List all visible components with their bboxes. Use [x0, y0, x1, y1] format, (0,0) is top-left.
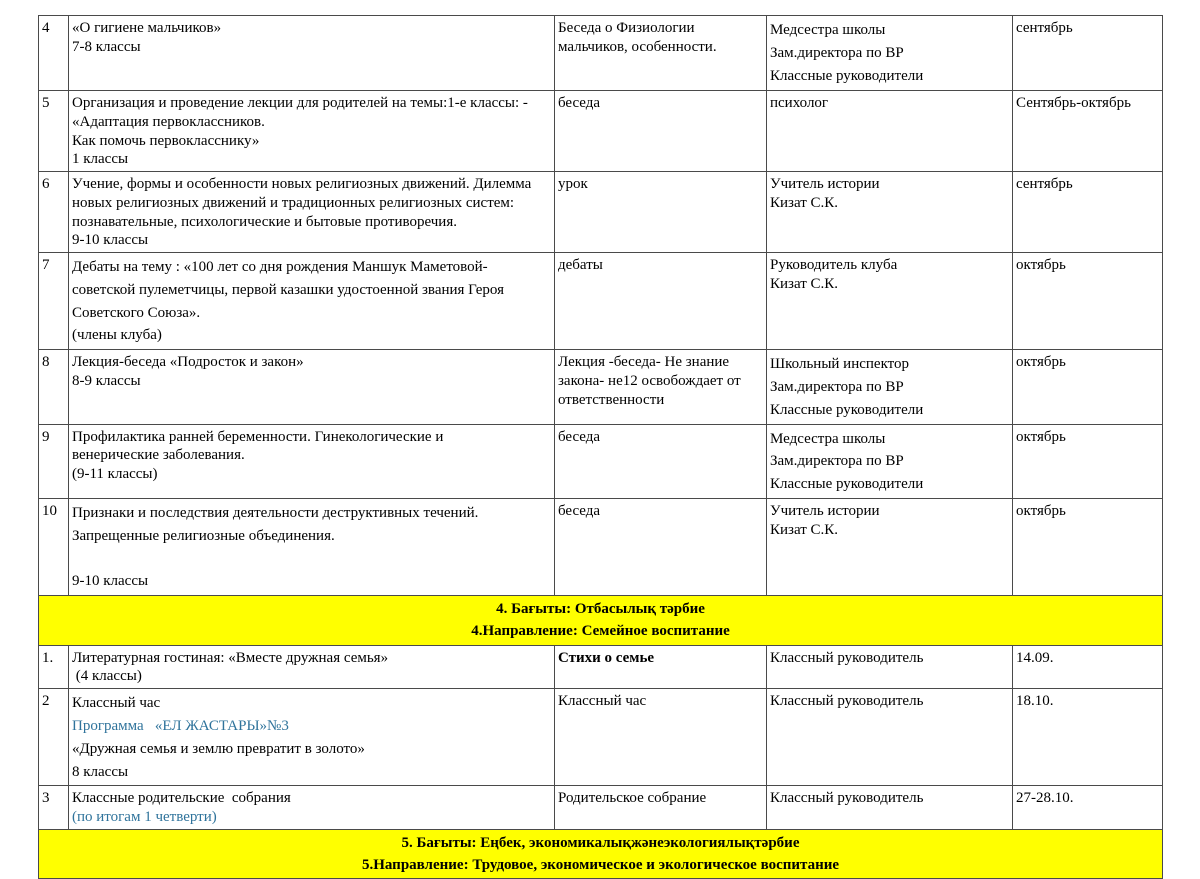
- cell-form: [555, 16, 767, 91]
- cell-form: [555, 253, 767, 350]
- text-line: октябрь: [1016, 354, 1066, 371]
- row-number: 8: [42, 354, 50, 371]
- text-line: Кизат С.К.: [770, 275, 839, 292]
- text-line: 27-28.10.: [1016, 790, 1074, 807]
- text-line: Литературная гостиная: «Вместе дружная семья»: [72, 649, 389, 666]
- cell-responsible: [767, 645, 1013, 689]
- cell-form: [555, 645, 767, 689]
- row-number: 5: [42, 95, 50, 111]
- text-line: Зам.директора по ВР: [770, 453, 904, 470]
- text-line: 9-10 классы: [72, 232, 149, 249]
- text-line: Медсестра школы: [770, 22, 886, 38]
- table-row-s4-2: [39, 689, 1163, 786]
- text-line: Зам.директора по ВР: [770, 44, 904, 61]
- cell-number: [39, 16, 69, 91]
- text-line: Профилактика ранней беременности. Гинекологические и: [72, 428, 444, 445]
- row-number: 3: [42, 790, 50, 807]
- text-line: дебаты: [558, 257, 603, 273]
- cell-responsible: [767, 350, 1013, 424]
- text-line: Кизат С.К.: [770, 521, 839, 538]
- row-number: 1.: [42, 649, 54, 666]
- section-title-russian: 4.Направление: Семейное воспитание: [471, 622, 730, 639]
- cell-responsible: [767, 253, 1013, 350]
- cell-date: [1013, 645, 1163, 689]
- cell-date: [1013, 786, 1163, 830]
- text-line: Дебаты на тему : «100 лет со дня рождения Маншук Маметовой-: [72, 259, 488, 275]
- text-line: урок: [558, 176, 588, 192]
- cell-responsible: [767, 91, 1013, 172]
- text-line: Классный руководитель: [770, 693, 924, 710]
- text-line: Классный час: [558, 693, 647, 710]
- cell-date: [1013, 424, 1163, 498]
- cell-form: [555, 498, 767, 595]
- cell-activity: [69, 350, 555, 424]
- text-line: Медсестра школы: [770, 430, 886, 447]
- text-line: Как помочь первокласснику»: [72, 132, 260, 149]
- row-number: 4: [42, 20, 50, 36]
- cell-activity: [69, 16, 555, 91]
- cell-date: [1013, 91, 1163, 172]
- text-line: Организация и проведение лекции для родителей на темы:1-е классы: -: [72, 95, 528, 111]
- row-number: 9: [42, 428, 50, 445]
- cell-number: [39, 786, 69, 830]
- table-row-8: [39, 350, 1163, 424]
- text-line: «О гигиене мальчиков»: [72, 20, 222, 36]
- text-line: [72, 548, 550, 571]
- cell-number: [39, 645, 69, 689]
- row-number: 7: [42, 257, 50, 273]
- text-line: Родительское собрание: [558, 790, 707, 807]
- cell-responsible: [767, 16, 1013, 91]
- cell-form: [555, 91, 767, 172]
- cell-form: [555, 424, 767, 498]
- text-line: Беседа о Физиологии: [558, 20, 695, 36]
- text-line: Классные руководители: [770, 401, 924, 418]
- text-line: беседа: [558, 428, 601, 445]
- cell-form: [555, 350, 767, 424]
- text-line: Классные руководители: [770, 476, 924, 493]
- text-line: (члены клуба): [72, 327, 162, 344]
- text-line: новых религиозных движений и традиционных религиозных систем:: [72, 194, 515, 211]
- cell-date: [1013, 350, 1163, 424]
- table-row-5: [39, 91, 1163, 172]
- cell-activity: [69, 498, 555, 595]
- table-row-s4-3: [39, 786, 1163, 830]
- cell-number: [39, 350, 69, 424]
- text-line: (9-11 классы): [72, 466, 158, 483]
- text-line: Классный час: [72, 695, 161, 712]
- cell-activity: [69, 689, 555, 786]
- text-line: Классный руководитель: [770, 790, 924, 807]
- table-row-6: [39, 172, 1163, 253]
- text-line: советской пулеметчицы, первой казашки удостоенной звания Героя: [72, 281, 504, 298]
- cell-responsible: [767, 172, 1013, 253]
- cell-activity: [69, 424, 555, 498]
- table-row-10: [39, 498, 1163, 595]
- table-row-7: [39, 253, 1163, 350]
- cell-activity: [69, 645, 555, 689]
- text-line: 14.09.: [1016, 649, 1054, 666]
- text-line: Учение, формы и особенности новых религиозных движений. Дилемма: [72, 176, 532, 192]
- cell-date: [1013, 253, 1163, 350]
- cell-number: [39, 91, 69, 172]
- text-line: Советского Союза».: [72, 304, 201, 321]
- section-title-russian: 5.Направление: Трудовое, экономическое и экологическое воспитание: [361, 856, 840, 873]
- text-line: Лекция-беседа «Подросток и закон»: [72, 354, 304, 371]
- cell-date: [1013, 498, 1163, 595]
- text-line: Руководитель клуба: [770, 257, 898, 273]
- text-line: 18.10.: [1016, 693, 1054, 710]
- text-line: ответственности: [558, 391, 665, 408]
- row-number: 6: [42, 176, 50, 192]
- text-line: Сентябрь-октябрь: [1016, 95, 1131, 111]
- text-line: сентябрь: [1016, 176, 1073, 192]
- cell-number: [39, 424, 69, 498]
- text-line: Запрещенные религиозные объединения.: [72, 527, 335, 544]
- text-line: 1 классы: [72, 151, 129, 168]
- text-line: «Адаптация первоклассников.: [72, 113, 265, 130]
- plan-table: [38, 15, 1163, 879]
- cell-form: [555, 689, 767, 786]
- text-line: 8 классы: [72, 763, 129, 780]
- cell-number: [39, 253, 69, 350]
- row-number: 2: [42, 693, 50, 710]
- text-line: Кизат С.К.: [770, 194, 839, 211]
- text-line: познавательные, психологические и бытовые противоречия.: [72, 213, 457, 230]
- text-line: 7-8 классы: [72, 38, 141, 55]
- cell-date: [1013, 689, 1163, 786]
- text-line: Стихи о семье: [558, 649, 655, 666]
- text-line: Учитель истории: [770, 502, 880, 519]
- table-row-4: [39, 16, 1163, 91]
- text-line: Зам.директора по ВР: [770, 378, 904, 395]
- cell-activity: [69, 172, 555, 253]
- text-line: «Дружная семья и землю превратит в золото»: [72, 740, 365, 757]
- cell-form: [555, 786, 767, 830]
- text-line: 8-9 классы: [72, 372, 141, 389]
- text-line: (4 классы): [72, 668, 142, 685]
- section-banner-5-cell: [39, 829, 1163, 879]
- cell-date: [1013, 172, 1163, 253]
- text-line: октябрь: [1016, 502, 1066, 519]
- cell-activity: [69, 253, 555, 350]
- text-line: Школьный инспектор: [770, 356, 910, 373]
- cell-responsible: [767, 689, 1013, 786]
- text-line: венерические заболевания.: [72, 447, 245, 464]
- text-line: закона- не12 освобождает от: [558, 372, 741, 389]
- section-title-kazakh: 5. Бағыты: Еңбек, экономикалықжәнеэкологиялықтәрбие: [401, 834, 800, 851]
- text-line: октябрь: [1016, 257, 1066, 273]
- cell-responsible: [767, 786, 1013, 830]
- text-line: Лекция -беседа- Не знание: [558, 354, 730, 371]
- text-line: октябрь: [1016, 428, 1066, 445]
- cell-number: [39, 689, 69, 786]
- text-line: Классные родительские собрания: [72, 790, 291, 807]
- text-line: беседа: [558, 502, 601, 519]
- cell-number: [39, 172, 69, 253]
- cell-form: [555, 172, 767, 253]
- row-number: 10: [42, 502, 57, 519]
- text-line: мальчиков, особенности.: [558, 38, 717, 55]
- text-line: Признаки и последствия деятельности деструктивных течений.: [72, 504, 479, 521]
- text-line: Учитель истории: [770, 176, 880, 192]
- text-line: Классный руководитель: [770, 649, 924, 666]
- text-line: Классные руководители: [770, 67, 924, 84]
- table-row-s4-1: [39, 645, 1163, 689]
- section-title-kazakh: 4. Бағыты: Отбасылық тәрбие: [496, 601, 705, 618]
- cell-date: [1013, 16, 1163, 91]
- table-row-9: [39, 424, 1163, 498]
- text-line: 9-10 классы: [72, 573, 149, 590]
- section-banner-4: [39, 596, 1163, 646]
- cell-activity: [69, 786, 555, 830]
- text-line: беседа: [558, 95, 601, 111]
- cell-activity: [69, 91, 555, 172]
- section-banner-5: [39, 829, 1163, 879]
- cell-number: [39, 498, 69, 595]
- text-line: психолог: [770, 95, 829, 111]
- text-line: сентябрь: [1016, 20, 1073, 36]
- cell-responsible: [767, 498, 1013, 595]
- program-link-text: Программа «ЕЛ ЖАСТАРЫ»№3: [72, 717, 289, 734]
- cell-responsible: [767, 424, 1013, 498]
- text-line: (по итогам 1 четверти): [72, 809, 217, 826]
- section-banner-4-cell: [39, 596, 1163, 646]
